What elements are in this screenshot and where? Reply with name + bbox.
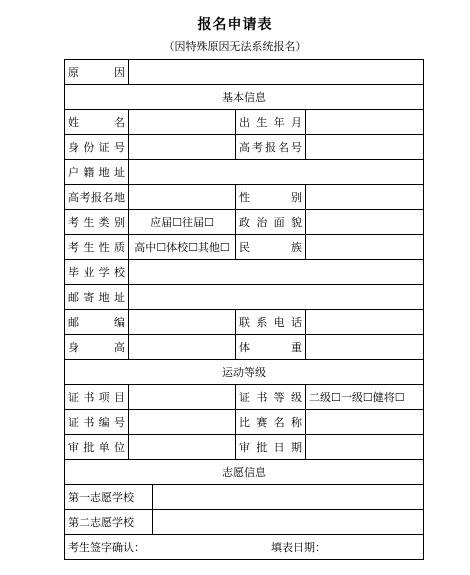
id-row bbox=[65, 135, 424, 160]
exam-place-label: 高考报名地 bbox=[65, 185, 129, 210]
postcode-label: 邮 编 bbox=[65, 310, 129, 335]
cert-item-field[interactable] bbox=[129, 385, 236, 410]
mail-field[interactable] bbox=[129, 285, 424, 310]
type-label: 考生类别 bbox=[65, 210, 129, 235]
approver-label: 审批单位 bbox=[65, 435, 129, 460]
cert-no-row bbox=[65, 410, 424, 435]
gender-field[interactable] bbox=[306, 185, 424, 210]
wish2-row bbox=[65, 510, 424, 535]
exam-place-row bbox=[65, 185, 424, 210]
match-field[interactable] bbox=[306, 410, 424, 435]
weight-field[interactable] bbox=[306, 335, 424, 360]
exam-no-field[interactable] bbox=[306, 135, 424, 160]
sport-section-header: 运动等级 bbox=[65, 360, 424, 385]
phone-label: 联系电话 bbox=[236, 310, 306, 335]
wish-section-row bbox=[65, 460, 424, 485]
basic-section-header: 基本信息 bbox=[65, 85, 424, 110]
application-form-table bbox=[64, 59, 424, 560]
cert-no-field[interactable] bbox=[129, 410, 236, 435]
signature-cell[interactable] bbox=[65, 535, 424, 560]
nature-options[interactable]: 高中☐体校☐其他☐ bbox=[129, 235, 236, 260]
exam-place-field[interactable] bbox=[129, 185, 236, 210]
approver-row bbox=[65, 435, 424, 460]
politics-label: 政治面貌 bbox=[236, 210, 306, 235]
nature-row bbox=[65, 235, 424, 260]
cert-item-row bbox=[65, 385, 424, 410]
politics-field[interactable] bbox=[306, 210, 424, 235]
exam-no-label: 高考报名号 bbox=[236, 135, 306, 160]
weight-label: 体 重 bbox=[236, 335, 306, 360]
wish1-row bbox=[65, 485, 424, 510]
birth-field[interactable] bbox=[306, 110, 424, 135]
name-row bbox=[65, 110, 424, 135]
name-label: 姓 名 bbox=[65, 110, 129, 135]
cert-level-label: 证书等级 bbox=[236, 385, 306, 410]
id-field[interactable] bbox=[129, 135, 236, 160]
school-label: 毕业学校 bbox=[65, 260, 129, 285]
height-field[interactable] bbox=[129, 335, 236, 360]
mail-label: 邮寄地址 bbox=[65, 285, 129, 310]
type-row bbox=[65, 210, 424, 235]
birth-label: 出生年月 bbox=[236, 110, 306, 135]
hukou-field[interactable] bbox=[129, 160, 424, 185]
wish2-field[interactable] bbox=[153, 510, 424, 535]
postcode-row bbox=[65, 310, 424, 335]
signature-row bbox=[65, 535, 424, 560]
wish-section-header: 志愿信息 bbox=[65, 460, 424, 485]
phone-field[interactable] bbox=[306, 310, 424, 335]
hukou-label: 户籍地址 bbox=[65, 160, 129, 185]
nature-label: 考生性质 bbox=[65, 235, 129, 260]
cert-no-label: 证书编号 bbox=[65, 410, 129, 435]
approve-date-label: 审批日期 bbox=[236, 435, 306, 460]
mail-row bbox=[65, 285, 424, 310]
sport-section-row bbox=[65, 360, 424, 385]
reason-row bbox=[65, 60, 424, 85]
cert-level-options[interactable]: 二级☐一级☐健将☐ bbox=[306, 385, 424, 410]
wish1-field[interactable] bbox=[153, 485, 424, 510]
wish1-label: 第一志愿学校 bbox=[65, 485, 153, 510]
height-label: 身 高 bbox=[65, 335, 129, 360]
approver-field[interactable] bbox=[129, 435, 236, 460]
id-label: 身份证号 bbox=[65, 135, 129, 160]
form-subtitle: （因特殊原因无法系统报名） bbox=[163, 40, 307, 53]
gender-label: 性 别 bbox=[236, 185, 306, 210]
name-field[interactable] bbox=[129, 110, 236, 135]
form-title: 报名申请表 bbox=[197, 17, 273, 33]
date-label: 填表日期： bbox=[271, 541, 326, 554]
approve-date-field[interactable] bbox=[306, 435, 424, 460]
height-row bbox=[65, 335, 424, 360]
school-field[interactable] bbox=[129, 260, 424, 285]
cert-item-label: 证书项目 bbox=[65, 385, 129, 410]
basic-section-row bbox=[65, 85, 424, 110]
school-row bbox=[65, 260, 424, 285]
reason-field[interactable] bbox=[129, 60, 424, 85]
match-label: 比赛名称 bbox=[236, 410, 306, 435]
hukou-row bbox=[65, 160, 424, 185]
type-options[interactable]: 应届☐往届☐ bbox=[129, 210, 236, 235]
ethnicity-field[interactable] bbox=[306, 235, 424, 260]
reason-label: 原 因 bbox=[65, 60, 129, 85]
ethnicity-label: 民 族 bbox=[236, 235, 306, 260]
sign-label: 考生签字确认： bbox=[68, 541, 145, 554]
postcode-field[interactable] bbox=[129, 310, 236, 335]
wish2-label: 第二志愿学校 bbox=[65, 510, 153, 535]
